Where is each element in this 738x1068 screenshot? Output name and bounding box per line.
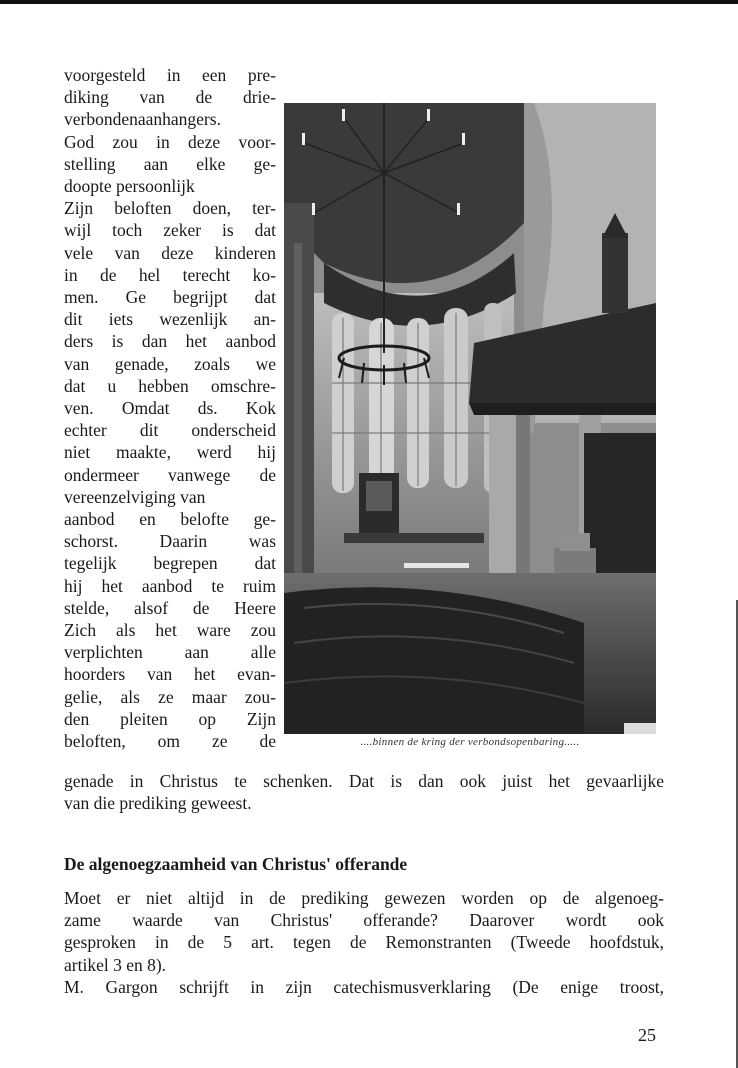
text-line: beloften, om ze de	[64, 731, 276, 752]
text-line: diking van de drie-	[64, 87, 276, 108]
paragraph-text	[64, 887, 664, 998]
text-line: dat u hebben omschre-	[64, 375, 276, 396]
text-line: doopte persoonlijk	[64, 176, 195, 197]
text-line: gelie, als ze maar zou-	[64, 686, 276, 707]
text-line: van genade, zoals we	[64, 353, 276, 374]
page-number: 25	[638, 1025, 656, 1045]
text-line: voorgesteld in een pre-	[64, 65, 276, 85]
text-line: Zich als het ware zou	[64, 620, 276, 641]
text-line: Zijn beloften doen, ter-	[64, 198, 276, 219]
text-line: hoorders van het evan-	[64, 664, 276, 685]
text-line: Moet er niet altijd in de prediking gewezen worden op de algenoeg-	[64, 888, 664, 908]
text-line: gesproken in de 5 art. tegen de Remonstranten (Tweede hoofdstuk,	[64, 932, 664, 953]
text-line: niet maakte, werd hij	[64, 442, 276, 463]
photo-caption: ....binnen de kring der verbondsopenbaring.....	[360, 736, 580, 748]
text-line: God zou in deze voor-	[64, 131, 276, 152]
text-line: den pleiten op Zijn	[64, 708, 276, 729]
text-line: hij het aanbod te ruim	[64, 575, 276, 596]
text-line: stelling aan elke ge-	[64, 153, 276, 174]
continuation-text	[64, 770, 664, 814]
text-line: vele van deze kinderen	[64, 242, 276, 263]
text-line: zame waarde van Christus' offerande? Daarover wordt ook	[64, 910, 664, 931]
text-line: dit iets wezenlijk an-	[64, 309, 276, 330]
church-interior-photo	[284, 103, 656, 734]
top-rule	[0, 0, 738, 4]
text-line: verbondenaanhangers.	[64, 109, 221, 130]
text-line: verplichten aan alle	[64, 642, 276, 663]
text-line: aanbod en belofte ge-	[64, 509, 276, 530]
text-line: artikel 3 en 8).	[64, 954, 167, 975]
section-heading: De algenoegzaamheid van Christus' offerande	[64, 854, 408, 874]
text-line: ven. Omdat ds. Kok	[64, 398, 276, 419]
text-line: in de hel terecht ko-	[64, 264, 276, 285]
text-line: stelde, alsof de Heere	[64, 597, 276, 618]
text-line: genade in Christus te schenken. Dat is dan ook juist het gevaarlijke	[64, 771, 664, 791]
text-line: van die prediking geweest.	[64, 793, 252, 814]
text-line: tegelijk begrepen dat	[64, 553, 276, 574]
text-line: schorst. Daarin was	[64, 531, 276, 552]
text-line: ders is dan het aanbod	[64, 331, 276, 352]
church-interior-illustration	[284, 103, 656, 734]
text-line: ondermeer vanwege de	[64, 464, 276, 485]
text-line: echter dit onderscheid	[64, 420, 276, 441]
text-line: men. Ge begrijpt dat	[64, 287, 276, 308]
left-column-text	[64, 64, 276, 752]
text-line: M. Gargon schrijft in zijn catechismusverklaring (De enige troost,	[64, 976, 664, 997]
text-line: wijl toch zeker is dat	[64, 220, 276, 241]
text-line: vereenzelviging van	[64, 486, 206, 507]
